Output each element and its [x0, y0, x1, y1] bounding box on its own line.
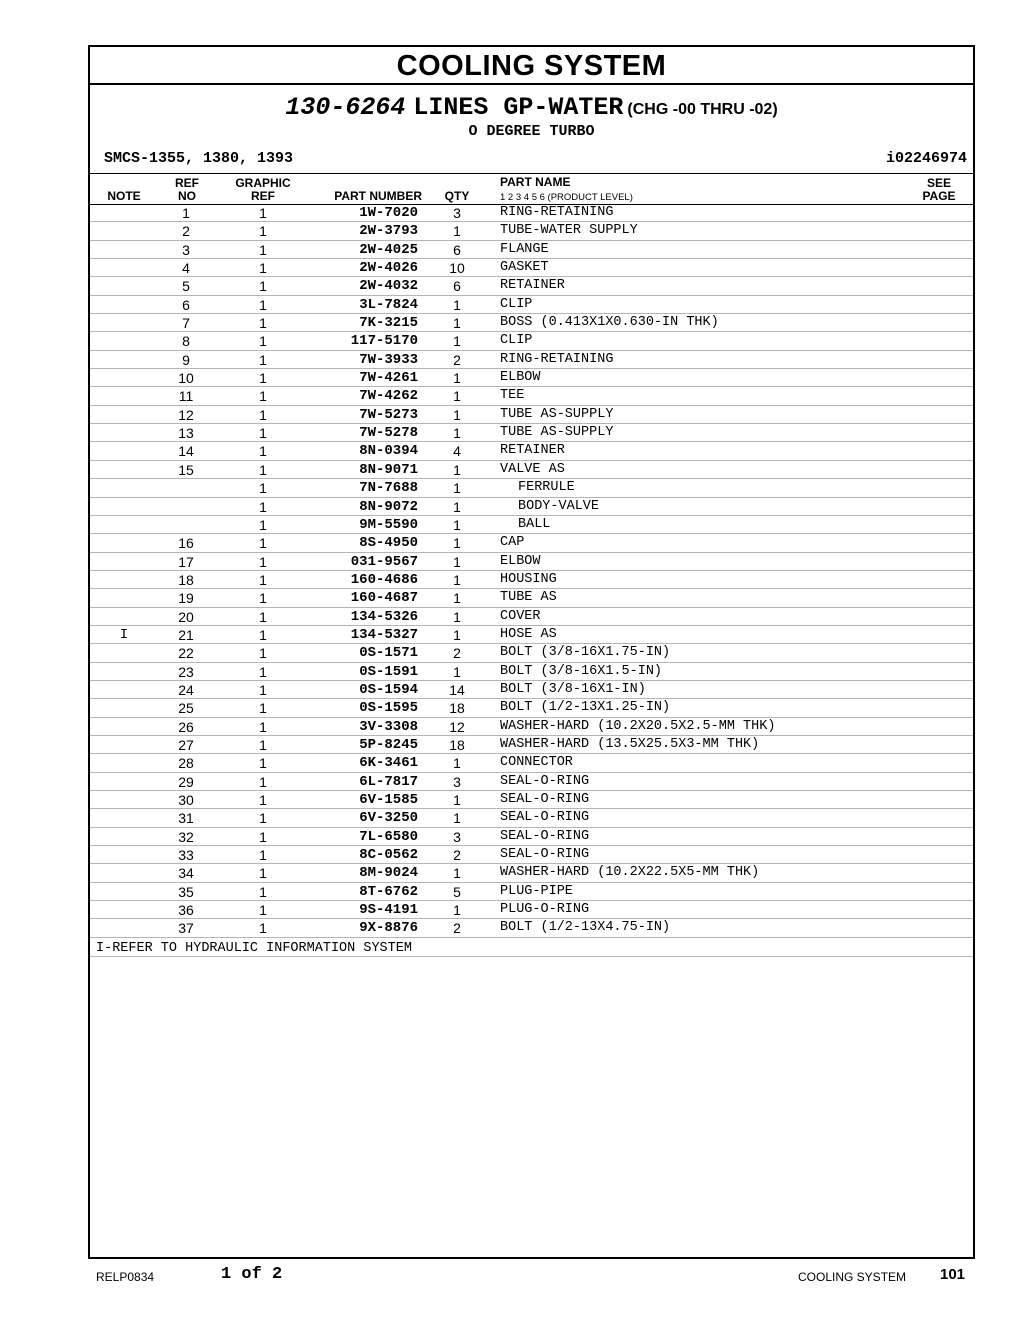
graphic-ref-cell: 1 — [259, 755, 267, 772]
graphic-ref-cell: 1 — [259, 333, 267, 350]
part-name-cell: CAP — [500, 535, 525, 551]
part-name-cell: PLUG-PIPE — [500, 883, 573, 899]
part-number-cell: 2W-4026 — [359, 260, 418, 277]
ref-no-cell: 8 — [182, 333, 190, 350]
table-row — [90, 277, 973, 295]
qty-cell: 1 — [453, 792, 461, 808]
table-row — [90, 222, 973, 240]
qty-cell: 1 — [453, 755, 461, 772]
qty-cell: 1 — [453, 406, 461, 423]
ref-no-cell: 33 — [178, 847, 194, 864]
header-ref-no — [172, 177, 202, 203]
group-title — [90, 93, 973, 122]
graphic-ref-cell: 1 — [259, 645, 267, 662]
part-number-cell: 134-5326 — [350, 608, 418, 625]
table-row — [90, 736, 973, 754]
graphic-ref-cell: 1 — [259, 608, 267, 625]
ref-no-cell: 31 — [178, 810, 194, 827]
part-name-cell: CLIP — [500, 333, 533, 349]
header-graphic-ref — [228, 177, 298, 203]
table-row — [90, 754, 973, 772]
part-name-cell: BOLT (1/2-13X1.25-IN) — [500, 700, 671, 716]
table-row — [90, 608, 973, 626]
graphic-ref-cell: 1 — [259, 370, 267, 387]
part-name-cell: TEE — [500, 388, 525, 404]
table-row — [90, 479, 973, 497]
part-number-cell: 7N-7688 — [359, 480, 418, 497]
table-row — [90, 846, 973, 864]
part-number-cell: 7W-3933 — [359, 351, 418, 368]
smcs-codes: SMCS-1355, 1380, 1393 — [104, 150, 294, 167]
part-name-cell: SEAL-O-RING — [500, 810, 590, 826]
qty-cell: 5 — [453, 883, 461, 900]
group-change-range: (CHG -00 THRU -02) — [627, 101, 778, 118]
part-name-cell: TUBE AS-SUPPLY — [500, 406, 614, 422]
qty-cell: 1 — [453, 480, 461, 497]
part-name-cell: VALVE AS — [500, 461, 565, 477]
qty-cell: 6 — [453, 241, 461, 258]
ref-no-cell: 19 — [178, 590, 194, 607]
part-name-cell: SEAL-O-RING — [500, 792, 590, 807]
part-name-cell: CLIP — [500, 296, 533, 312]
qty-cell: 1 — [453, 608, 461, 625]
qty-cell: 10 — [449, 260, 465, 277]
qty-cell: 1 — [453, 571, 461, 588]
qty-cell: 1 — [453, 370, 461, 387]
graphic-ref-cell: 1 — [259, 535, 267, 552]
part-name-cell: TUBE AS-SUPPLY — [500, 425, 614, 441]
part-number-cell: 8C-0562 — [359, 847, 418, 864]
table-row — [90, 791, 973, 809]
part-name-cell: HOSE AS — [500, 626, 557, 642]
part-number-cell: 5P-8245 — [359, 736, 418, 753]
qty-cell: 2 — [453, 645, 461, 662]
table-row — [90, 498, 973, 516]
footer-page-number: 101 — [940, 1266, 966, 1283]
part-number-cell: 9M-5590 — [359, 516, 418, 533]
group-number: 130-6264 — [285, 93, 406, 122]
ref-no-cell: 1 — [182, 205, 190, 221]
ref-no-cell: 24 — [178, 681, 194, 698]
ref-no-cell: 9 — [182, 351, 190, 368]
part-number-cell: 7W-4261 — [359, 370, 418, 387]
part-number-cell: 6V-1585 — [359, 792, 418, 808]
table-row — [90, 773, 973, 791]
graphic-ref-cell: 1 — [259, 810, 267, 827]
table-row — [90, 699, 973, 717]
header-graphic-ref-line2: REF — [251, 189, 275, 203]
graphic-ref-cell: 1 — [259, 773, 267, 790]
qty-cell: 1 — [453, 315, 461, 332]
ref-no-cell: 2 — [182, 223, 190, 240]
part-number-cell: 2W-4032 — [359, 278, 418, 295]
part-name-cell: BOLT (3/8-16X1-IN) — [500, 681, 646, 697]
ref-no-cell: 18 — [178, 571, 194, 588]
graphic-ref-cell: 1 — [259, 425, 267, 442]
part-number-cell: 8N-9072 — [359, 498, 418, 515]
graphic-ref-cell: 1 — [259, 278, 267, 295]
ref-no-cell: 4 — [182, 260, 190, 277]
header-see-page-line1: SEE — [926, 176, 951, 190]
qty-cell: 18 — [449, 736, 465, 753]
qty-cell: 18 — [449, 700, 465, 717]
part-name-cell: RING-RETAINING — [500, 205, 614, 220]
section-title: COOLING SYSTEM — [90, 47, 973, 85]
ref-no-cell: 12 — [178, 406, 194, 423]
graphic-ref-cell: 1 — [259, 865, 267, 882]
qty-cell: 12 — [449, 718, 465, 735]
graphic-ref-cell: 1 — [259, 388, 267, 405]
graphic-ref-cell: 1 — [259, 461, 267, 478]
table-row — [90, 644, 973, 662]
ref-no-cell: 7 — [182, 315, 190, 332]
qty-cell: 3 — [453, 205, 461, 221]
graphic-ref-cell: 1 — [259, 663, 267, 680]
table-row — [90, 241, 973, 259]
footer-section: COOLING SYSTEM — [798, 1270, 907, 1284]
part-number-cell: 8S-4950 — [359, 535, 418, 552]
part-number-cell: 3V-3308 — [359, 718, 418, 735]
part-name-cell: FERRULE — [518, 480, 575, 496]
qty-cell: 6 — [453, 278, 461, 295]
part-name-cell: BOLT (3/8-16X1.75-IN) — [500, 645, 671, 661]
ref-no-cell: 13 — [178, 425, 194, 442]
table-row — [90, 296, 973, 314]
qty-cell: 4 — [453, 443, 461, 460]
ref-no-cell: 25 — [178, 700, 194, 717]
page-frame — [88, 45, 975, 1259]
table-row — [90, 864, 973, 882]
part-number-cell: 0S-1571 — [359, 645, 418, 662]
part-number-cell: 160-4686 — [350, 571, 418, 588]
ref-no-cell: 37 — [178, 920, 194, 937]
table-row — [90, 442, 973, 460]
table-row — [90, 332, 973, 350]
part-number-cell: 8N-0394 — [359, 443, 418, 460]
ref-no-cell: 23 — [178, 663, 194, 680]
qty-cell: 1 — [453, 553, 461, 570]
ref-no-cell: 14 — [178, 443, 194, 460]
note-cell: I — [119, 626, 129, 643]
ref-no-cell: 32 — [178, 828, 194, 845]
qty-cell: 1 — [453, 333, 461, 350]
part-number-cell: 2W-4025 — [359, 241, 418, 258]
table-row — [90, 883, 973, 901]
footnote-row — [90, 938, 973, 957]
part-name-cell: RETAINER — [500, 278, 565, 294]
table-row — [90, 571, 973, 589]
qty-cell: 1 — [453, 902, 461, 919]
part-name-cell: WASHER-HARD (10.2X20.5X2.5-MM THK) — [500, 718, 776, 734]
footer-doc-id: RELP0834 — [96, 1270, 155, 1284]
graphic-ref-cell: 1 — [259, 847, 267, 864]
header-ref-no-line2: NO — [178, 189, 196, 203]
graphic-ref-cell: 1 — [259, 828, 267, 845]
part-number-cell: 8N-9071 — [359, 461, 418, 478]
part-name-cell: SEAL-O-RING — [500, 773, 590, 789]
header-top-rule — [90, 173, 973, 174]
graphic-ref-cell: 1 — [259, 883, 267, 900]
footer-page-of: 1 of 2 — [221, 1265, 283, 1284]
ref-no-cell: 15 — [178, 461, 194, 478]
qty-cell: 14 — [449, 681, 465, 698]
part-name-cell: FLANGE — [500, 241, 549, 257]
illustration-id: i02246974 — [885, 150, 967, 167]
table-row — [90, 387, 973, 405]
graphic-ref-cell: 1 — [259, 260, 267, 277]
graphic-ref-cell: 1 — [259, 241, 267, 258]
qty-cell: 1 — [453, 626, 461, 643]
qty-cell: 1 — [453, 810, 461, 827]
qty-cell: 1 — [453, 425, 461, 442]
table-row — [90, 553, 973, 571]
header-product-level: 1 2 3 4 5 6 (PRODUCT LEVEL) — [500, 192, 633, 203]
table-row — [90, 424, 973, 442]
part-name-cell: WASHER-HARD (10.2X22.5X5-MM THK) — [500, 865, 760, 881]
table-row — [90, 259, 973, 277]
ref-no-cell: 27 — [178, 736, 194, 753]
part-number-cell: 2W-3793 — [359, 223, 418, 240]
part-number-cell: 7W-4262 — [359, 388, 418, 405]
qty-cell: 1 — [453, 223, 461, 240]
graphic-ref-cell: 1 — [259, 205, 267, 221]
header-graphic-ref-line1: GRAPHIC — [235, 176, 291, 190]
part-name-cell: BALL — [518, 516, 551, 532]
part-number-cell: 117-5170 — [350, 333, 418, 350]
graphic-ref-cell: 1 — [259, 296, 267, 313]
ref-no-cell: 28 — [178, 755, 194, 772]
qty-cell: 1 — [453, 865, 461, 882]
table-row — [90, 589, 973, 607]
part-number-cell: 0S-1591 — [359, 663, 418, 680]
part-number-cell: 7W-5273 — [359, 406, 418, 423]
part-number-cell: 0S-1595 — [359, 700, 418, 717]
table-row — [90, 406, 973, 424]
qty-cell: 1 — [453, 590, 461, 607]
graphic-ref-cell: 1 — [259, 736, 267, 753]
header-qty: QTY — [444, 189, 470, 203]
part-number-cell: 3L-7824 — [359, 296, 418, 313]
table-row — [90, 901, 973, 919]
ref-no-cell: 29 — [178, 773, 194, 790]
ref-no-cell: 34 — [178, 865, 194, 882]
ref-no-cell: 30 — [178, 792, 194, 808]
ref-no-cell: 21 — [178, 626, 194, 643]
graphic-ref-cell: 1 — [259, 626, 267, 643]
graphic-ref-cell: 1 — [259, 406, 267, 423]
group-subtitle: O DEGREE TURBO — [468, 123, 595, 140]
qty-cell: 2 — [453, 351, 461, 368]
graphic-ref-cell: 1 — [259, 792, 267, 808]
part-name-cell: SEAL-O-RING — [500, 828, 590, 844]
parts-table — [90, 204, 973, 957]
graphic-ref-cell: 1 — [259, 516, 267, 533]
part-number-cell: 0S-1594 — [359, 681, 418, 698]
qty-cell: 1 — [453, 388, 461, 405]
part-name-cell: RETAINER — [500, 443, 565, 459]
part-number-cell: 6K-3461 — [359, 755, 418, 772]
table-row — [90, 718, 973, 736]
header-ref-no-line1: REF — [175, 176, 199, 190]
part-name-cell: COVER — [500, 608, 541, 624]
part-number-cell: 9X-8876 — [359, 920, 418, 937]
ref-no-cell: 6 — [182, 296, 190, 313]
part-number-cell: 134-5327 — [350, 626, 418, 643]
header-part-number: PART NUMBER — [334, 189, 422, 203]
group-name: LINES GP-WATER — [413, 93, 624, 122]
qty-cell: 1 — [453, 535, 461, 552]
ref-no-cell: 26 — [178, 718, 194, 735]
table-row — [90, 534, 973, 552]
graphic-ref-cell: 1 — [259, 920, 267, 937]
part-name-cell: TUBE-WATER SUPPLY — [500, 223, 638, 239]
part-number-cell: 1W-7020 — [359, 205, 418, 221]
part-number-cell: 160-4687 — [350, 590, 418, 607]
qty-cell: 1 — [453, 296, 461, 313]
graphic-ref-cell: 1 — [259, 700, 267, 717]
table-row — [90, 828, 973, 846]
ref-no-cell: 20 — [178, 608, 194, 625]
graphic-ref-cell: 1 — [259, 590, 267, 607]
ref-no-cell: 3 — [182, 241, 190, 258]
part-name-cell: CONNECTOR — [500, 755, 573, 771]
part-number-cell: 6V-3250 — [359, 810, 418, 827]
part-name-cell: RING-RETAINING — [500, 351, 614, 367]
graphic-ref-cell: 1 — [259, 902, 267, 919]
part-number-cell: 6L-7817 — [359, 773, 418, 790]
part-name-cell: BOLT (3/8-16X1.5-IN) — [500, 663, 663, 679]
part-name-cell: PLUG-O-RING — [500, 902, 590, 918]
table-row — [90, 626, 973, 644]
part-number-cell: 031-9567 — [350, 553, 418, 570]
qty-cell: 1 — [453, 498, 461, 515]
part-number-cell: 9S-4191 — [359, 902, 418, 919]
qty-cell: 3 — [453, 828, 461, 845]
graphic-ref-cell: 1 — [259, 480, 267, 497]
part-number-cell: 8M-9024 — [359, 865, 418, 882]
part-name-cell: WASHER-HARD (13.5X25.5X3-MM THK) — [500, 736, 760, 752]
ref-no-cell: 17 — [178, 553, 194, 570]
part-number-cell: 7K-3215 — [359, 315, 418, 332]
qty-cell: 3 — [453, 773, 461, 790]
graphic-ref-cell: 1 — [259, 718, 267, 735]
table-row — [90, 351, 973, 369]
table-row — [90, 204, 973, 222]
graphic-ref-cell: 1 — [259, 553, 267, 570]
graphic-ref-cell: 1 — [259, 681, 267, 698]
qty-cell: 1 — [453, 663, 461, 680]
part-name-cell: BOLT (1/2-13X4.75-IN) — [500, 920, 671, 936]
ref-no-cell: 35 — [178, 883, 194, 900]
footnote-text: I-REFER TO HYDRAULIC INFORMATION SYSTEM — [96, 940, 412, 956]
header-see-page — [912, 177, 966, 203]
header-see-page-line2: PAGE — [922, 189, 956, 203]
ref-no-cell: 36 — [178, 902, 194, 919]
table-row — [90, 369, 973, 387]
graphic-ref-cell: 1 — [259, 351, 267, 368]
qty-cell: 1 — [453, 461, 461, 478]
part-name-cell: BODY-VALVE — [518, 498, 600, 514]
table-row — [90, 919, 973, 937]
graphic-ref-cell: 1 — [259, 223, 267, 240]
part-number-cell: 7W-5278 — [359, 425, 418, 442]
qty-cell: 2 — [453, 920, 461, 937]
ref-no-cell: 11 — [178, 388, 194, 405]
ref-no-cell: 22 — [178, 645, 194, 662]
part-number-cell: 7L-6580 — [359, 828, 418, 845]
table-row — [90, 314, 973, 332]
header-note: NOTE — [107, 189, 141, 203]
qty-cell: 1 — [453, 516, 461, 533]
table-row — [90, 681, 973, 699]
part-name-cell: SEAL-O-RING — [500, 847, 590, 863]
part-number-cell: 8T-6762 — [359, 883, 418, 900]
table-row — [90, 516, 973, 534]
part-name-cell: BOSS (0.413X1X0.630-IN THK) — [500, 315, 719, 331]
graphic-ref-cell: 1 — [259, 443, 267, 460]
graphic-ref-cell: 1 — [259, 571, 267, 588]
qty-cell: 2 — [453, 847, 461, 864]
graphic-ref-cell: 1 — [259, 498, 267, 515]
part-name-cell: ELBOW — [500, 370, 541, 386]
ref-no-cell: 10 — [178, 370, 194, 387]
part-name-cell: TUBE AS — [500, 590, 557, 606]
table-row — [90, 461, 973, 479]
part-name-cell: HOUSING — [500, 571, 557, 587]
graphic-ref-cell: 1 — [259, 315, 267, 332]
ref-no-cell: 5 — [182, 278, 190, 295]
header-part-name: PART NAME — [500, 175, 571, 189]
part-name-cell: ELBOW — [500, 553, 541, 569]
ref-no-cell: 16 — [178, 535, 194, 552]
table-row — [90, 809, 973, 827]
part-name-cell: GASKET — [500, 260, 549, 276]
table-row — [90, 663, 973, 681]
